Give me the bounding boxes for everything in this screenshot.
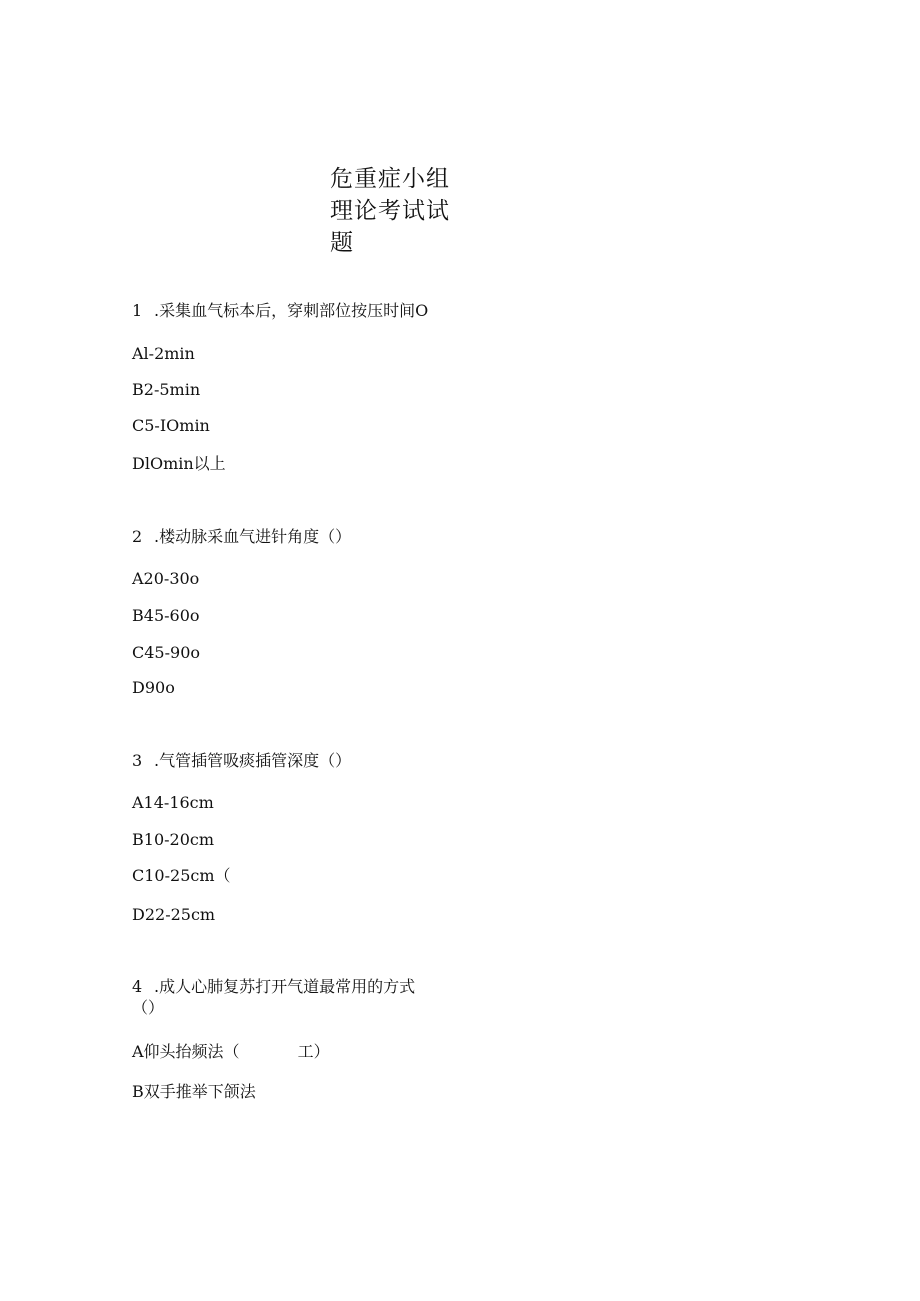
- q1-option-a: Al-2min: [132, 344, 195, 363]
- question-text: .成人心肺复苏打开气道最常用的方式: [154, 977, 416, 996]
- q2-option-c: C45-90o: [132, 643, 200, 662]
- exam-title: [330, 163, 455, 259]
- question-4: [132, 977, 415, 997]
- question-1: [132, 301, 428, 321]
- question-number: 1: [132, 301, 143, 320]
- q2-option-d: D90o: [132, 678, 175, 697]
- exam-title-line-1: 危重症小组: [330, 166, 450, 192]
- question-text: .采集血气标本后，穿刺部位按压时间O: [154, 301, 429, 320]
- question-number: 2: [132, 527, 143, 546]
- question-number: 3: [132, 751, 143, 770]
- question-number: 4: [132, 977, 143, 996]
- q3-option-d: D22-25cm: [132, 905, 216, 924]
- q1-option-c: C5-IOmin: [132, 416, 210, 435]
- q1-option-b: B2-5min: [132, 380, 201, 399]
- q4-option-a: [132, 1042, 330, 1062]
- question-3: [132, 751, 351, 771]
- question-text: .气管插管吸痰插管深度（）: [154, 751, 352, 770]
- q4-option-a-tail: 工）: [297, 1042, 330, 1061]
- question-2: [132, 527, 351, 547]
- q3-option-c: C10-25cm（: [132, 866, 231, 885]
- q2-option-a: A20-30o: [132, 569, 200, 588]
- question-4-continuation: （）: [132, 998, 165, 1017]
- q1-option-d: DlOmin以上: [132, 454, 226, 473]
- question-text: .楼动脉采血气进针角度（）: [154, 527, 352, 546]
- q3-option-b: B10-20cm: [132, 830, 215, 849]
- exam-title-line-3: 题: [330, 230, 354, 256]
- exam-title-line-2: 理论考试试: [330, 198, 450, 224]
- q4-option-a-text: A仰头抬频法（: [132, 1042, 240, 1061]
- q3-option-a: A14-16cm: [132, 793, 214, 812]
- q2-option-b: B45-60o: [132, 606, 200, 625]
- q4-option-b: B双手推举下颌法: [132, 1082, 256, 1101]
